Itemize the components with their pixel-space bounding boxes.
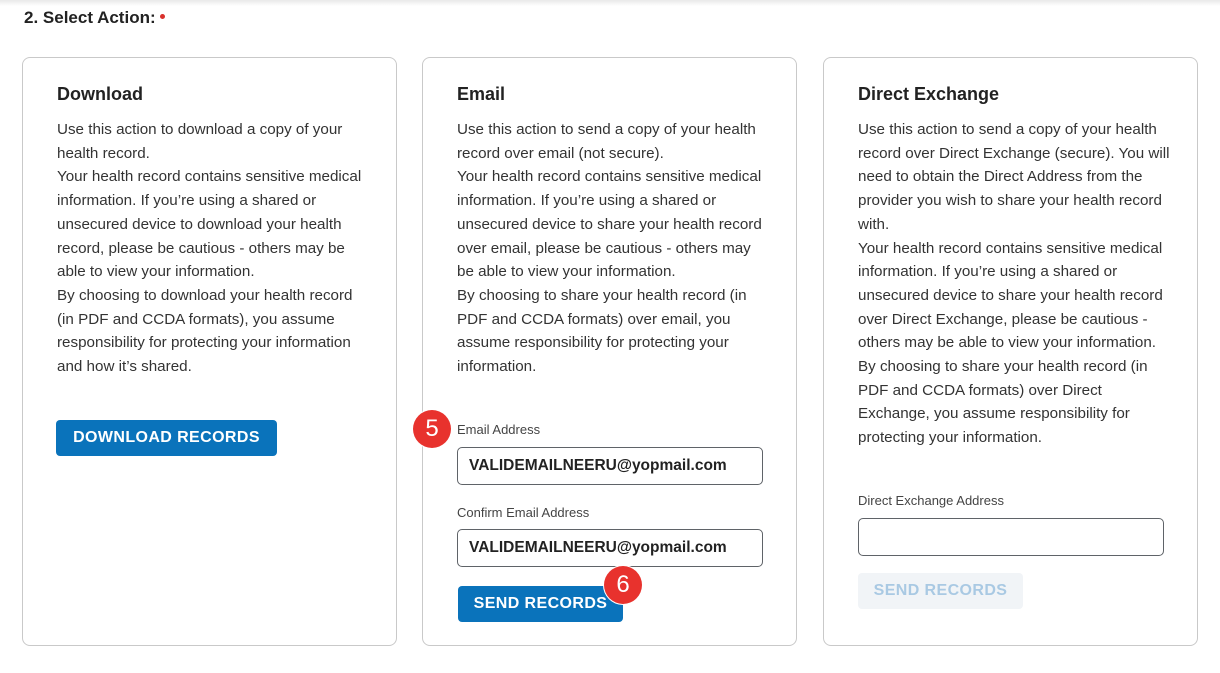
direct-desc-paragraph: Your health record contains sensitive medical information. If you’re using a shared or unsecured device to share your health record over Direct Exchange, please be cautious - others may be able to view your information. xyxy=(858,239,1163,352)
email-desc-paragraph: Use this action to send a copy of your health record over email (not secure). xyxy=(457,121,756,162)
section-title-text: 2. Select Action: xyxy=(24,8,156,27)
email-card-description xyxy=(457,118,769,379)
download-desc-paragraph: Your health record contains sensitive medical information. If you’re using a shared or unsecured device to download your health record, please be cautious - others may be able to view your information. xyxy=(57,168,362,281)
step-6-badge: 6 xyxy=(604,566,642,604)
required-indicator xyxy=(160,14,165,19)
confirm-email-input[interactable] xyxy=(457,529,763,567)
download-records-button[interactable]: DOWNLOAD RECORDS xyxy=(56,420,277,456)
step-5-badge: 5 xyxy=(413,410,451,448)
direct-desc-paragraph: By choosing to share your health record (in PDF and CCDA formats) over Direct Exchange, you assume responsibility for protecting your information. xyxy=(858,358,1148,447)
download-desc-paragraph: Use this action to download a copy of your health record. xyxy=(57,121,343,162)
confirm-email-label: Confirm Email Address xyxy=(457,505,590,520)
email-address-input[interactable] xyxy=(457,447,763,485)
download-card-title: Download xyxy=(57,84,143,104)
direct-exchange-card[interactable] xyxy=(823,57,1198,646)
download-card[interactable] xyxy=(22,57,397,646)
email-desc-paragraph: Your health record contains sensitive medical information. If you’re using a shared or unsecured device to share your health record over email, please be cautious - others may be able to view your information. xyxy=(457,168,762,281)
email-address-label: Email Address xyxy=(457,422,541,437)
direct-exchange-card-description xyxy=(858,118,1170,450)
send-records-direct-button[interactable]: SEND RECORDS xyxy=(858,573,1023,609)
download-desc-paragraph: By choosing to download your health record (in PDF and CCDA formats), you assume responsibility for protecting your information and how it’s shared. xyxy=(57,286,353,376)
email-card-title: Email xyxy=(457,84,506,104)
send-records-email-button[interactable]: SEND RECORDS xyxy=(458,586,623,622)
direct-exchange-address-input[interactable] xyxy=(858,518,1164,556)
direct-desc-paragraph: Use this action to send a copy of your health record over Direct Exchange (secure). You will need to obtain the Direct Address from the provider you wish to share your health record with. xyxy=(858,121,1170,233)
download-card-description xyxy=(57,118,367,379)
email-desc-paragraph: By choosing to share your health record (in PDF and CCDA formats) over email, you assume responsibility for protecting your information. xyxy=(457,286,747,376)
section-title xyxy=(24,8,165,28)
header-shadow xyxy=(0,0,1220,6)
email-card[interactable] xyxy=(422,57,797,646)
direct-exchange-address-label: Direct Exchange Address xyxy=(858,493,1004,508)
direct-exchange-card-title: Direct Exchange xyxy=(858,84,1000,104)
